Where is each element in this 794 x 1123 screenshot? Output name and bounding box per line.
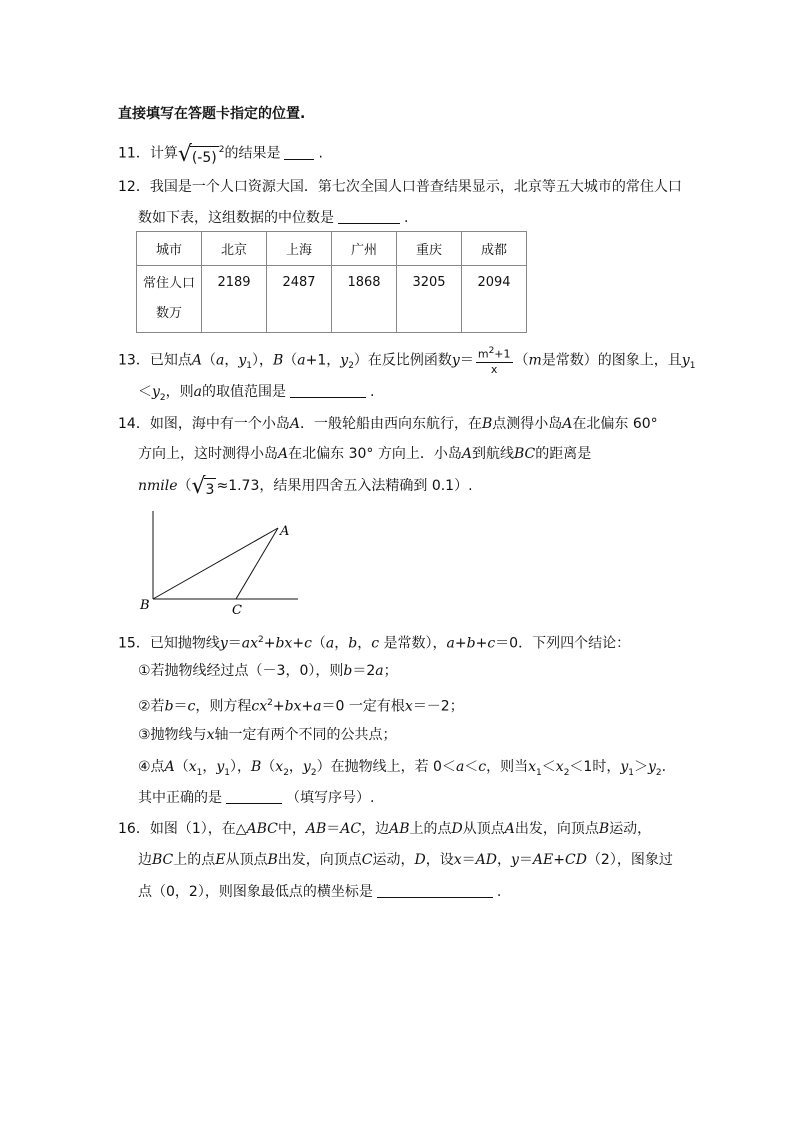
question-16-line-3: 点（0，2），则图象最低点的横坐标是 . xyxy=(138,884,502,900)
table-cell: 广州 xyxy=(332,232,397,266)
table-cell: 1868 xyxy=(332,266,397,333)
table-row xyxy=(137,266,527,333)
point-label-b: B xyxy=(140,598,150,613)
table-cell: 2189 xyxy=(202,266,267,333)
island-figure xyxy=(130,505,310,615)
table-cell: 北京 xyxy=(202,232,267,266)
question-number: 14． xyxy=(118,416,150,432)
question-13: 13．已知点A（a，$y_1$），B（a+1，$y_2$）在反比例函数y＝ $\frac{m^2+1}{x}$ （m是常数）的图象上，且$y_1$ xyxy=(118,346,696,376)
question-number: 11． xyxy=(118,145,150,162)
question-14-line-3: nmile（ √ 3 ≈1.73，结果用四舍五入法精确到 0.1）. xyxy=(138,474,473,499)
population-table xyxy=(136,231,527,333)
table-cell: 上海 xyxy=(267,232,332,266)
conclusion-3: ③抛物线与x轴一定有两个不同的公共点； xyxy=(138,727,397,743)
table-row-label: 常住人口 数万 xyxy=(137,266,202,333)
fraction: $\frac{m^2+1}{x}$ xyxy=(477,346,511,376)
conclusion-2: ②若b＝c，则方程$cx^2+bx+a=0$ 一定有根x＝－2； xyxy=(138,698,464,715)
table-cell: 成都 xyxy=(462,232,527,266)
table-cell: 2487 xyxy=(267,266,332,333)
answer-blank[interactable] xyxy=(377,883,493,898)
answer-blank[interactable] xyxy=(290,383,366,398)
section-instruction: 直接填写在答题卡指定的位置. xyxy=(118,106,306,122)
question-16-line-2: 边BC上的点E从顶点B出发，向顶点C运动，D，设x＝AD，y＝AE+CD（2），图象过 xyxy=(138,852,673,868)
answer-blank[interactable] xyxy=(226,789,282,804)
question-15: 15．已知抛物线$y=ax^2+bx+c(a$，b，c 是常数），a+b+c＝0．下列四个结论： xyxy=(118,635,631,652)
question-number: 16． xyxy=(118,821,150,837)
question-14: 14．如图，海中有一个小岛A．一般轮船由西向东航行，在B点测得小岛A在北偏东 60° xyxy=(118,416,658,432)
question-16: 16．如图（1），在△ABC中，AB＝AC，边AB上的点D从顶点A出发，向顶点B运动， xyxy=(118,821,652,837)
question-13-line-2: $<y_2$，则a的取值范围是 . xyxy=(138,384,375,403)
point-label-a: A xyxy=(280,524,290,539)
question-14-line-2: 方向上，这时测得小岛A在北偏东 30° 方向上．小岛A到航线BC的距离是 xyxy=(138,446,592,462)
table-cell: 3205 xyxy=(397,266,462,333)
conclusion-1: ①若抛物线经过点（－3，0），则b＝2a； xyxy=(138,663,398,679)
table-cell: 2094 xyxy=(462,266,527,333)
segment-ba xyxy=(153,528,278,599)
question-number: 12． xyxy=(118,179,150,195)
question-number: 15． xyxy=(118,635,150,652)
question-15-answer-line: 其中正确的是 （填写序号）. xyxy=(138,790,375,806)
conclusion-4: ④点$A(x_1$，$y_1$），$B(x_2$，$y_2$）在抛物线上，若 0＜a＜c，则当$x_1<x_2<1$时，$y_1>y_2$. xyxy=(138,759,667,778)
segment-ca xyxy=(236,528,278,599)
question-11: 11．计算 √ (-5) $^2$的结果是 . xyxy=(118,141,323,167)
question-number: 13． xyxy=(118,352,150,369)
question-12-line-2: 数如下表，这组数据的中位数是 . xyxy=(138,210,409,226)
table-cell: 城市 xyxy=(137,232,202,266)
answer-blank[interactable] xyxy=(338,209,400,224)
table-header-row xyxy=(137,232,527,266)
square-root-expression: √ 3 xyxy=(191,474,215,499)
square-root-expression: √ (-5) xyxy=(177,141,217,167)
question-12: 12．我国是一个人口资源大国．第七次全国人口普查结果显示，北京等五大城市的常住人口 xyxy=(118,179,682,195)
table-cell: 重庆 xyxy=(397,232,462,266)
answer-blank[interactable] xyxy=(284,145,314,160)
point-label-c: C xyxy=(232,603,242,615)
